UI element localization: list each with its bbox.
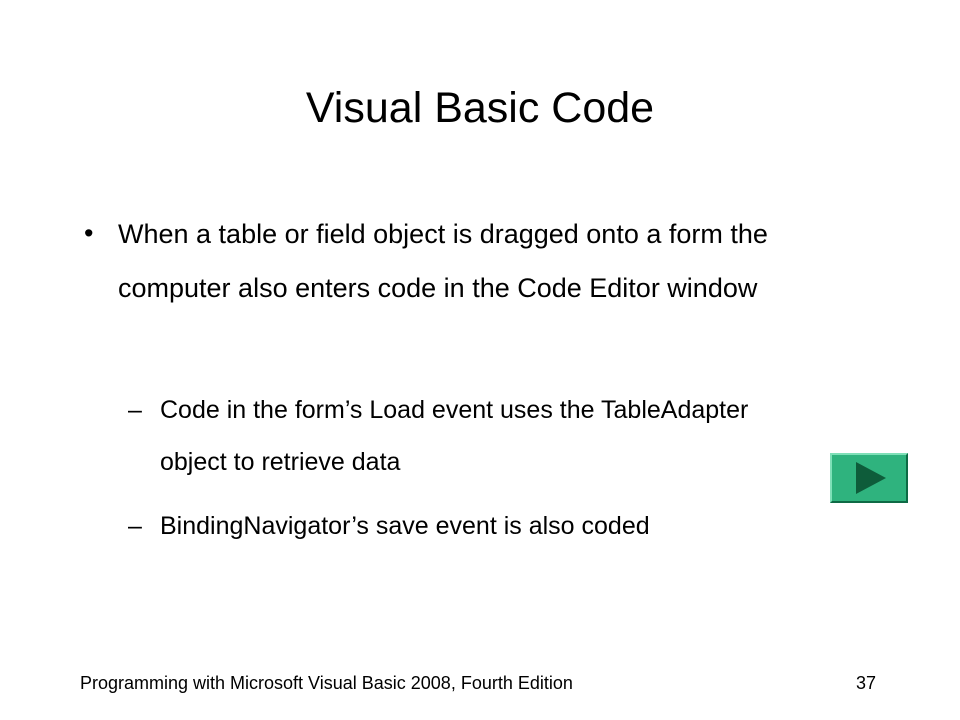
bullet-marker: • — [84, 218, 94, 248]
slide-title: Visual Basic Code — [305, 84, 655, 132]
footer-text: Programming with Microsoft Visual Basic 2008, Fourth Edition — [80, 673, 573, 693]
sub-bullet-text: Code in the form’s Load event uses the TableAdapter object to retrieve data — [160, 396, 749, 476]
sub-bullet-text: BindingNavigator’s save event is also coded — [160, 512, 650, 540]
next-slide-button[interactable] — [830, 453, 908, 503]
sub-bullet-marker: – — [128, 512, 142, 540]
play-triangle-icon — [832, 455, 906, 501]
page-number: 37 — [855, 673, 876, 693]
sub-bullet-marker: – — [128, 396, 142, 424]
bullet-text: When a table or field object is dragged onto a form the computer also enters code in the Code Editor window — [118, 219, 768, 303]
